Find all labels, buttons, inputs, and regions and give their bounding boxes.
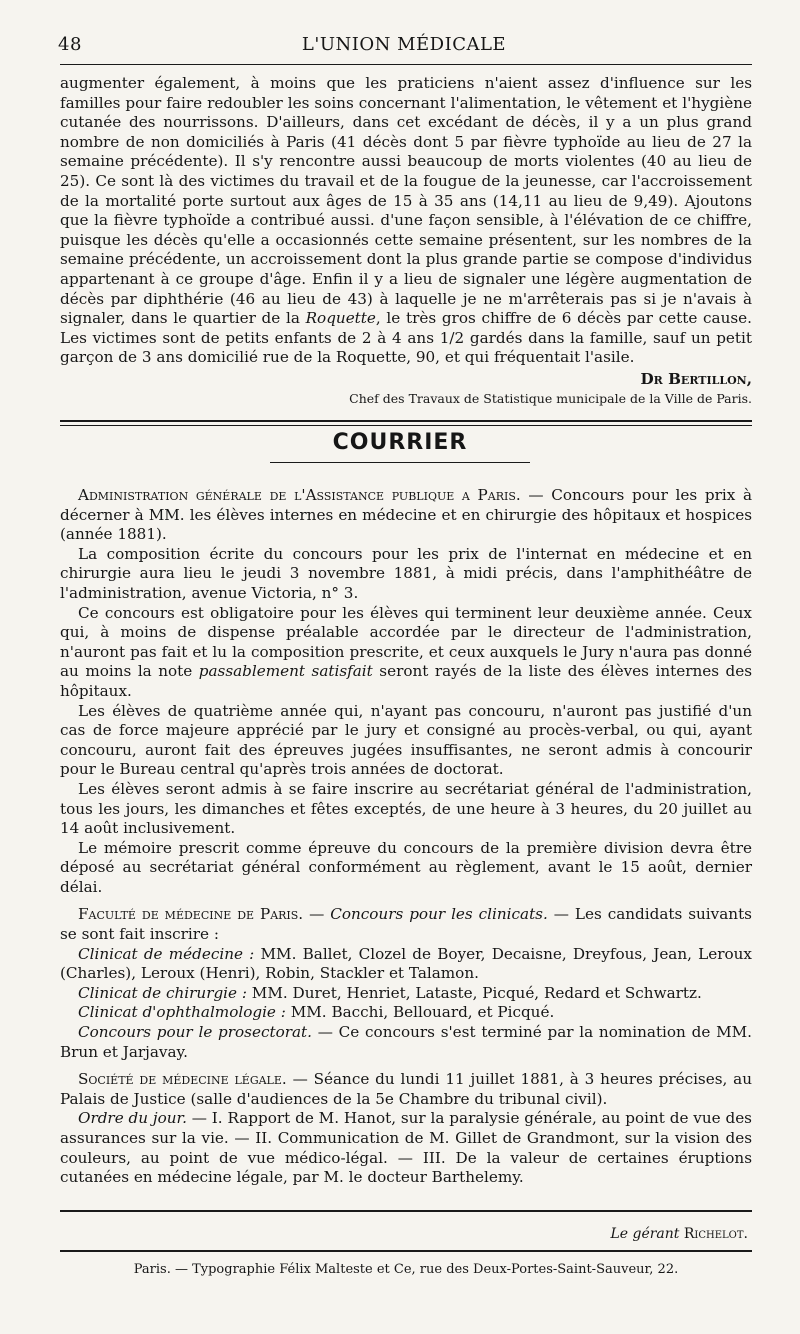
page-number: 48 bbox=[58, 34, 82, 55]
article-paragraph: augmenter également, à moins que les praticiens n'aient assez d'influence sur les familles pour faire redoubler les soins concernant l'alimentation, le vêtement et l'hygiène cutanée des nourrissons. D'ailleurs, dans cet excédant de décès, il y a un plus grand nombre de non domiciliés à Paris (41 décès dont 5 par fièvre typhoïde au lieu de 27 la semaine précédente). Il s'y rencontre aussi beaucoup de morts violentes (40 au lieu de 25). Ce sont là des victimes du travail et de la fougue de la jeunesse, car l'accroissement de la mortalité porte surtout aux âges de 15 à 35 ans (14,11 au lieu de 9,49). Ajoutons que la fièvre typhoïde a contribué aussi. d'une façon sensible, à l'élévation de ce chiffre, puisque les décès qu'elle a occasionnés cette semaine présentent, sur les nombres de la semaine précédente, un accroissement dont la plus grande partie se compose d'individus appartenant à ce groupe d'âge. Enfin il y a lieu de signaler une légère augmentation de décès par diphthérie (46 au lieu de 43) à laquelle je ne m'arrêterais pas si je n'avais à signaler, dans le quartier de la Roquette, le très gros chiffre de 6 décès par cette cause. Les victimes sont de petits enfants de 2 à 4 ans 1/2 gardés dans la famille, sauf un petit garçon de 3 ans domicilié rue de la Roquette, 90, et qui fréquentait l'asile. bbox=[60, 74, 752, 367]
running-header bbox=[58, 34, 750, 58]
assistance-p1: La composition écrite du concours pour les prix de l'internat en médecine et en chirurgie aura lieu le jeudi 3 novembre 1881, à midi précis, dans l'amphithéâtre de l'administration, avenue Victoria, n° 3. bbox=[60, 544, 752, 602]
author-title: Chef des Travaux de Statistique municipale de la Ville de Paris. bbox=[349, 390, 752, 406]
footer-rule bbox=[60, 1210, 752, 1212]
courrier-body bbox=[60, 486, 752, 1188]
societe-paragraph: Société de médecine légale. — Séance du lundi 11 juillet 1881, à 3 heures précises, au Palais de Justice (salle d'audiences de la 5e Chambre du tribunal civil). bbox=[60, 1070, 753, 1108]
assistance-p2: Ce concours est obligatoire pour les élèves qui terminent leur deuxième année. Ceux qui, à moins de dispense préalable accordée par le directeur de l'administration, n'auront pas fait et lu la composition prescrite, et ceux auxquels le Jury n'aura pas donné au moins la note passablement satisfait seront rayés de la liste des élèves internes des hôpitaux. bbox=[60, 603, 753, 700]
assistance-p5: Le mémoire prescrit comme épreuve du concours de la première division devra être déposé au secrétariat général conformément au règlement, avant le 15 août, dernier délai. bbox=[60, 838, 752, 896]
header-rule bbox=[60, 64, 752, 65]
journal-title: L'UNION MÉDICALE bbox=[301, 34, 507, 55]
gerant-line: Le gérant Richelot. bbox=[610, 1226, 748, 1242]
assistance-p4: Les élèves seront admis à se faire inscrire au secrétariat général de l'administration, tous les jours, les dimanches et fêtes exceptés, de une heure à 3 heures, du 20 juillet au 14 août inclusivement. bbox=[60, 779, 752, 838]
clinicat-chirurgie: Clinicat de chirurgie : MM. Duret, Henriet, Lataste, Picqué, Redard et Schwartz. bbox=[78, 983, 702, 1002]
imprint-rule bbox=[60, 1250, 752, 1252]
assistance-p3: Les élèves de quatrième année qui, n'ayant pas concouru, n'auront pas justifié d'un cas de force majeure apprécié par le jury et consigné au procès-verbal, ou qui, ayant concouru, auront fait des épreuves jugées insuffisantes, ne seront admis à concourir pour le Bureau central qu'après trois années de doctorat. bbox=[60, 701, 752, 779]
article-continuation bbox=[60, 74, 752, 407]
assistance-paragraph: Administration générale de l'Assistance publique a Paris. — Concours pour les prix à décerner à MM. les élèves internes en médecine et en chirurgie des hôpitaux et hospices (année 1881). bbox=[60, 486, 753, 544]
section-title: COURRIER bbox=[332, 430, 468, 455]
section-divider-thin bbox=[60, 425, 752, 426]
author-signature: Dr Bertillon, bbox=[640, 369, 752, 388]
clinicat-medecine: Clinicat de médecine : MM. Ballet, Clozel de Boyer, Decaisne, Dreyfous, Jean, Leroux (Charles), Leroux (Henri), Robin, Stackler et Talamon. bbox=[60, 944, 752, 983]
faculte-paragraph: Faculté de médecine de Paris. — Concours pour les clinicats. — Les candidats suivants se sont fait inscrire : bbox=[60, 905, 752, 944]
section-title-underline bbox=[270, 462, 530, 463]
ordre-du-jour: Ordre du jour. — I. Rapport de M. Hanot, sur la paralysie générale, au point de vue des assurances sur la vie. — II. Communication de M. Gillet de Grandmont, sur la vision des couleurs, au point de vue médico-légal. — III. De la valeur de certaines éruptions cutanées en médecine légale, par M. le docteur Barthelemy. bbox=[60, 1109, 752, 1187]
clinicat-ophthalmologie: Clinicat d'ophthalmologie : MM. Bacchi, Bellouard, et Picqué. bbox=[78, 1003, 555, 1022]
section-divider bbox=[60, 420, 752, 422]
imprint: Paris. — Typographie Félix Malteste et Ce, rue des Deux-Portes-Saint-Sauveur, 22. bbox=[133, 1262, 679, 1277]
prosectorat: Concours pour le prosectorat. — Ce concours s'est terminé par la nomination de MM. Brun et Jarjavay. bbox=[60, 1023, 752, 1061]
